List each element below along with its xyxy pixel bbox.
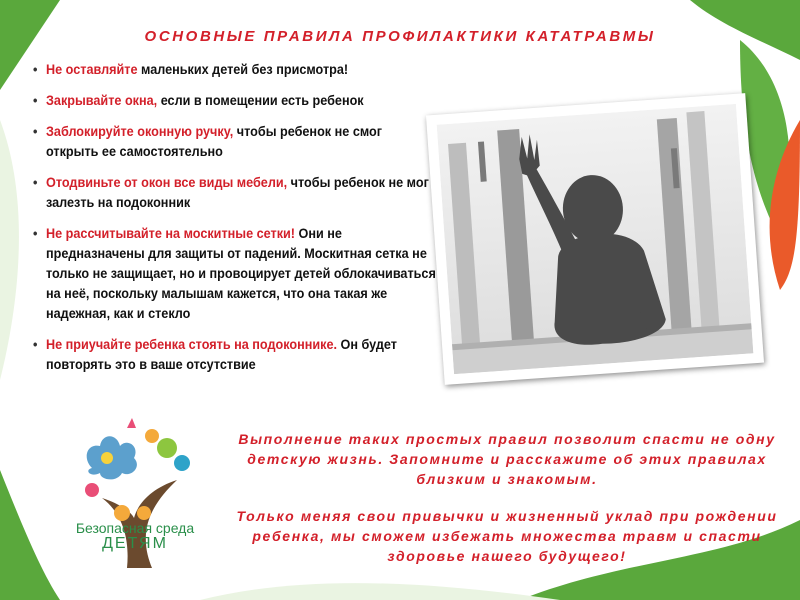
closing-paragraph-1: Выполнение таких простых правил позволит спасти не одну детскую жизнь. Запомните и расскажите об этих правилах близким и знакомым. xyxy=(238,431,776,487)
child-figure-icon xyxy=(114,505,130,521)
bullet-icon: • xyxy=(32,337,38,352)
green-wave-left xyxy=(0,120,19,380)
list-item: • Заблокируйте оконную ручку, чтобы ребенок не смог открыть ее самостоятельно xyxy=(32,124,383,159)
child-window-photo xyxy=(426,93,764,385)
bullet-icon: • xyxy=(32,175,38,190)
closing-paragraph-2: Только меняя свои привычки и жизненный уклад при рождении ребенка, мы сможем избежать множества травм и спасти здоровье нашего будущего! xyxy=(236,508,778,564)
child-at-window-illustration xyxy=(437,104,754,374)
bullet-icon: • xyxy=(32,124,38,139)
list-item: • Закрывайте окна, если в помещении есть ребенок xyxy=(46,91,437,111)
green-leaf-bottom-left xyxy=(0,470,60,600)
bullet-icon: • xyxy=(32,226,38,241)
bullet-icon: • xyxy=(32,62,38,77)
list-item: • Не приучайте ребенка стоять на подоконнике. Он будет повторять это в ваше отсутствие xyxy=(32,337,397,372)
light-green-wave-bottom xyxy=(200,583,560,600)
page-title: ОСНОВНЫЕ ПРАВИЛА ПРОФИЛАКТИКИ КАТАТРАВМЫ xyxy=(144,28,656,45)
list-item: • Не рассчитывайте на москитные сетки! Они не предназначены для защиты от падений. Москитная сетка не только не защищает, но и провоцирует детей облокачиваться на неё, поскольку малышам кажется, что она такая же надежная, как и стекло xyxy=(32,226,436,321)
bullet-icon: • xyxy=(32,93,38,108)
rules-list xyxy=(32,60,436,386)
logo-caption: Безопасная среда ДЕТЯМ xyxy=(75,520,195,552)
list-item: • Отодвиньте от окон все виды мебели, чтобы ребенок не мог залезть на подоконник xyxy=(32,175,429,210)
list-item: • Не оставляйте маленьких детей без присмотра! xyxy=(46,60,437,80)
